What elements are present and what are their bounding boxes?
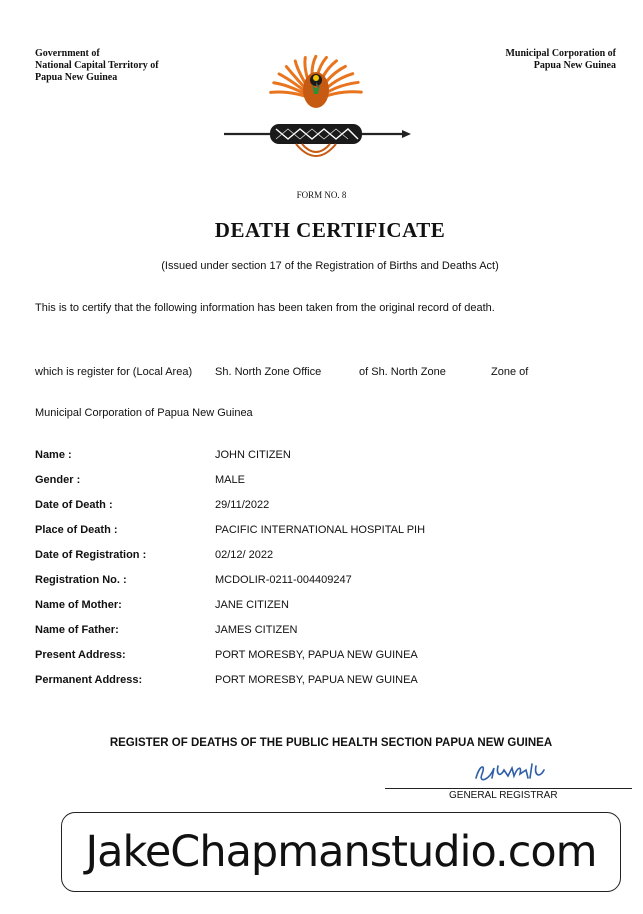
register-of-deaths-heading: REGISTER OF DEATHS OF THE PUBLIC HEALTH SECTION PAPUA NEW GUINEA (109, 737, 553, 749)
field-value: PORT MORESBY, PAPUA NEW GUINEA (215, 674, 418, 686)
field-value: 29/11/2022 (215, 499, 270, 511)
header-left-line: Papua New Guinea (35, 72, 118, 83)
watermark-banner (61, 812, 621, 892)
zone-of-label: Zone of (491, 366, 529, 378)
field-value: PORT MORESBY, PAPUA NEW GUINEA (215, 649, 418, 661)
field-label: Registration No. : (35, 574, 127, 586)
field-label: Date of Registration : (35, 549, 147, 561)
local-area-value: Sh. North Zone Office (215, 366, 322, 378)
issued-under-text: (Issued under section 17 of the Registration of Births and Deaths Act) (161, 260, 499, 272)
municipal-corporation-text: Municipal Corporation of Papua New Guinea (35, 407, 253, 419)
field-label: Permanent Address: (35, 674, 143, 686)
field-value: JOHN CITIZEN (215, 449, 291, 461)
registrar-title: GENERAL REGISTRAR (449, 790, 558, 801)
field-label: Present Address: (35, 649, 126, 661)
certify-statement: This is to certify that the following information has been taken from the original record of death. (35, 302, 495, 314)
zone-value: of Sh. North Zone (359, 366, 446, 378)
field-label: Gender : (35, 474, 81, 486)
signature-line (385, 788, 632, 789)
form-number: FORM NO. 8 (296, 190, 347, 200)
header-right-line: Municipal Corporation of (505, 48, 616, 59)
page-title: DEATH CERTIFICATE (214, 218, 446, 242)
header-right-authority (505, 48, 616, 72)
register-for-label: which is register for (Local Area) (35, 366, 193, 378)
field-label: Date of Death : (35, 499, 113, 511)
header-left-line: Government of (35, 48, 100, 59)
header-left-authority (35, 48, 159, 84)
header-left-line: National Capital Territory of (35, 60, 159, 71)
field-value: JAMES CITIZEN (215, 624, 298, 636)
header-right-line: Papua New Guinea (533, 60, 616, 71)
field-value: PACIFIC INTERNATIONAL HOSPITAL PIH (215, 524, 426, 536)
field-value: JANE CITIZEN (215, 599, 289, 611)
field-value: 02/12/ 2022 (215, 549, 274, 561)
field-value: MALE (215, 474, 245, 486)
field-label: Place of Death : (35, 524, 118, 536)
field-value: MCDOLIR-0211-004409247 (215, 574, 352, 586)
field-label: Name of Mother: (35, 599, 122, 611)
bird-of-paradise-emblem-icon (222, 44, 412, 172)
field-label: Name : (35, 449, 72, 461)
handwritten-signature-icon (470, 760, 550, 784)
watermark-text: JakeChapmanstudio.com (85, 827, 597, 877)
field-label: Name of Father: (35, 624, 119, 636)
